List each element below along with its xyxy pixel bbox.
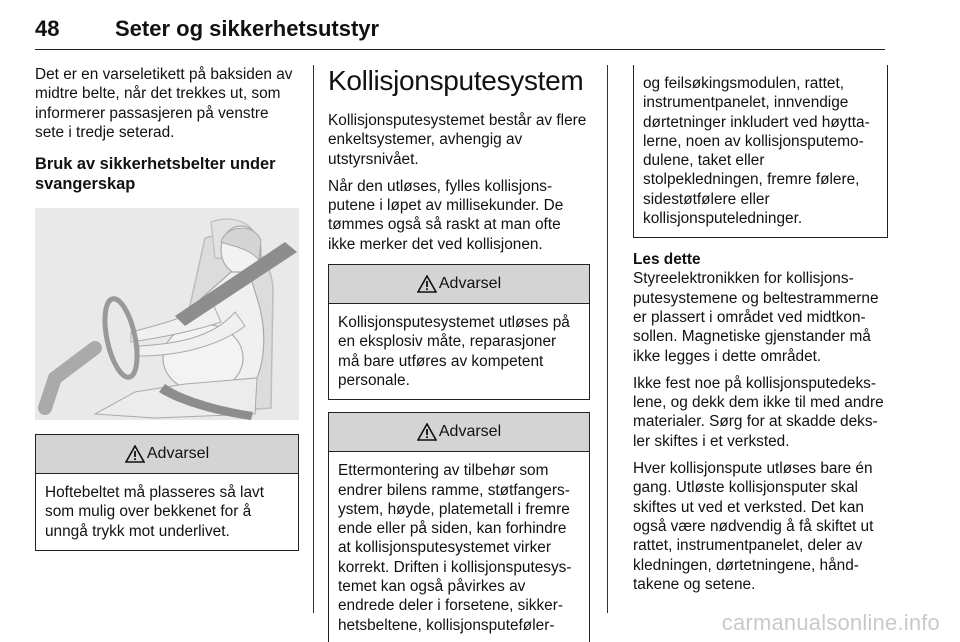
warning-title: Advarsel: [438, 275, 502, 293]
watermark: carmanualsonline.info: [721, 610, 940, 635]
airbag-system-heading: Kollisjonsputesystem: [328, 65, 584, 96]
column-right: [633, 65, 888, 602]
section-title: Seter og sikkerhetsutstyr: [115, 16, 380, 41]
page-number: 48: [35, 16, 60, 41]
column-divider-right: [607, 65, 608, 613]
warning-title: Advarsel: [146, 445, 210, 463]
warning-box-retrofit: [328, 412, 590, 642]
replacement-paragraph: Hver kollisjonspute utløses bare én gang. Utløste kollisjonsputer skal skiftes ut ved et verksted. Det kan også være nødvendig å få skiftet ut rattet, instrumentpanelet, deler av kledningen, dørtetningene, håndtakene og setene.: [633, 460, 874, 593]
warning-triangle-icon: [125, 445, 145, 463]
warning-text-continued: og feilsøkingsmodulen, rattet, instrumentpanelet, innvendige dørtetninger inkludert ved høyttalerne, noen av kollisjonsputemodulene, taket eller stolpekledningen, fremre følere, sidestøtfølere eller kollisjonsputeledninger.: [643, 75, 870, 228]
column-middle: [328, 65, 590, 642]
note-block: [633, 250, 888, 365]
warning-header: [329, 265, 589, 304]
pregnant-driver-seatbelt-illustration: [35, 208, 299, 420]
warning-title: Advarsel: [438, 423, 502, 441]
warning-box-lap-belt: [35, 434, 299, 551]
airbag-deploy-paragraph: Når den utløses, fylles kollisjonsputene i løpet av millisekunder. De tømmes også så raskt at man ofte ikke merker det ved kollisjonen.: [328, 177, 564, 253]
warning-header: [329, 413, 589, 452]
warning-triangle-icon: [417, 423, 437, 441]
warning-box-explosive: [328, 264, 590, 400]
cover-paragraph: Ikke fest noe på kollisjonsputedekslene, og dekk dem ikke til med andre materialer. Sørg for at skadde deksler skiftes i et verksted.: [633, 374, 884, 450]
column-divider-left: [313, 65, 314, 613]
warning-triangle-icon: [417, 275, 437, 293]
pregnancy-heading: Bruk av sikkerhetsbelter under svangerskap: [35, 155, 276, 194]
warning-text: Hoftebeltet må plasseres så lavt som mulig over bekkenet for å unngå trykk mot underlivet.: [45, 484, 264, 540]
note-text: Styreelektronikken for kollisjonsputesystemene og beltestrammerne er plassert i området ved midtkonsollen. Magnetiske gjenstander må ikke legges i dette området.: [633, 270, 879, 365]
page-header: [35, 10, 885, 50]
warning-text: Kollisjonsputesystemet utløses på en eksplosiv måte, reparasjoner må bare utføres av kompetent personale.: [338, 314, 570, 389]
column-left: [35, 65, 299, 551]
intro-paragraph: Det er en varseletikett på baksiden av midtre belte, når det trekkes ut, som informerer passasjeren på venstre sete i tredje seterad.: [35, 66, 293, 141]
warning-text: Ettermontering av tilbehør som endrer bilens ramme, støtfangersystem, høyde, platemetall i fremre ende eller på siden, kan forhindre at kollisjonsputesystemet virker korrekt. Driften i kollisjonsputesystemet kan også påvirkes av endrede deler i forsetene, sikkerhetsbeltene, kollisjonsputeføler-: [338, 462, 572, 634]
airbag-intro-paragraph: Kollisjonsputesystemet består av flere enkeltsystemer, avhengig av utstyrsnivået.: [328, 112, 587, 168]
warning-box-continued: [633, 65, 888, 238]
note-title: Les dette: [633, 251, 701, 269]
warning-header: [36, 435, 298, 474]
